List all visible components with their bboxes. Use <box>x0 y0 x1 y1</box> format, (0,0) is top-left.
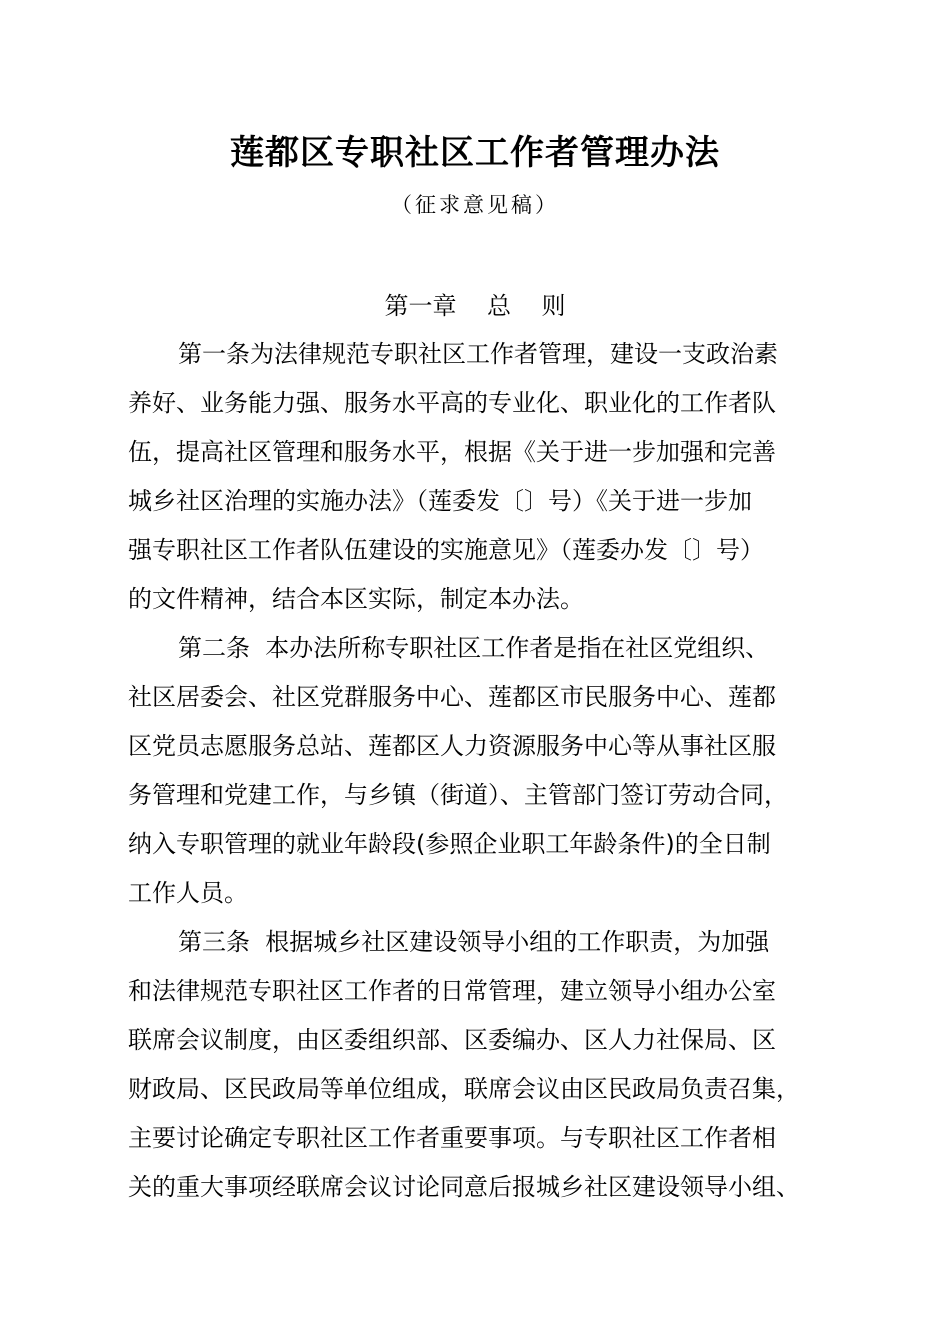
text-line: 养好、业务能力强、服务水平高的专业化、职业化的工作者队 <box>128 389 776 417</box>
text-line: 财政局、区民政局等单位组成，联席会议由区民政局负责召集， <box>128 1075 800 1103</box>
text-line: 纳入专职管理的就业年龄段(参照企业职工年龄条件)的全日制 <box>128 830 771 858</box>
article-1-paragraph <box>128 330 828 624</box>
document-subtitle: （征求意见稿） <box>391 193 559 217</box>
text-line: 务管理和党建工作，与乡镇（街道）、主管部门签订劳动合同， <box>128 781 788 809</box>
text-line: 城乡社区治理的实施办法》（莲委发〔〕号）《关于进一步加 <box>128 487 752 515</box>
article-3-paragraph <box>128 918 828 1212</box>
text-line: 和法律规范专职社区工作者的日常管理，建立领导小组办公室 <box>128 977 776 1005</box>
text-line: 关的重大事项经联席会议讨论同意后报城乡社区建设领导小组、 <box>128 1173 800 1201</box>
text-line: 的文件精神，结合本区实际，制定本办法。 <box>128 585 584 613</box>
text-line: 第一条为法律规范专职社区工作者管理，建设一支政治素 <box>178 340 778 368</box>
text-line: 强专职社区工作者队伍建设的实施意见》（莲委办发〔〕号） <box>128 536 764 564</box>
document-body <box>128 330 828 1212</box>
text-line: 区党员志愿服务总站、莲都区人力资源服务中心等从事社区服 <box>128 732 776 760</box>
text-line: 伍，提高社区管理和服务水平，根据《关于进一步加强和完善 <box>128 438 776 466</box>
text-line: 社区居委会、社区党群服务中心、莲都区市民服务中心、莲都 <box>128 683 776 711</box>
article-2-paragraph <box>128 624 828 918</box>
text-line: 主要讨论确定专职社区工作者重要事项。与专职社区工作者相 <box>128 1124 776 1152</box>
text-line: 第二条 本办法所称专职社区工作者是指在社区党组织、 <box>178 634 770 662</box>
text-line: 第三条 根据城乡社区建设领导小组的工作职责，为加强 <box>178 928 770 956</box>
document-title: 莲都区专职社区工作者管理办法 <box>230 133 720 173</box>
chapter-heading: 第一章 总 则 <box>384 292 566 320</box>
text-line: 联席会议制度，由区委组织部、区委编办、区人力社保局、区 <box>128 1026 776 1054</box>
text-line: 工作人员。 <box>128 879 248 907</box>
